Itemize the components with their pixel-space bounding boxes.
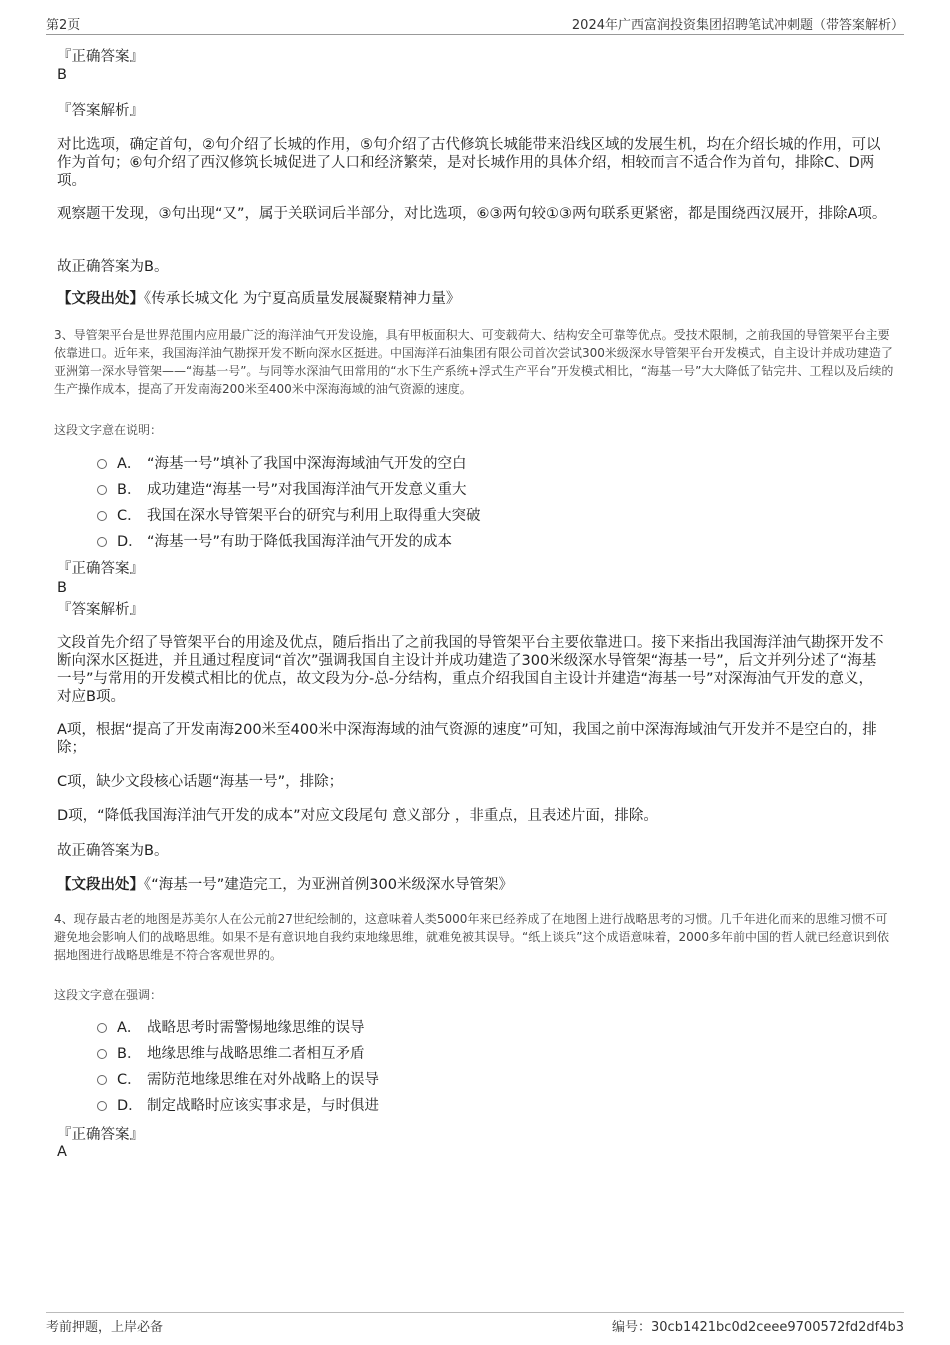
q3-option-c[interactable]	[97, 507, 481, 525]
option-text: 地缘思维与战略思维二者相互矛盾	[147, 1046, 365, 1062]
option-letter: D．	[117, 534, 143, 550]
q4-option-d[interactable]	[97, 1097, 379, 1115]
q3-analysis-paragraph: 故正确答案为B。	[57, 843, 169, 859]
page-header	[46, 14, 904, 35]
radio-button-icon[interactable]	[97, 1075, 107, 1085]
option-text: “海基一号”有助于降低我国海洋油气开发的成本	[147, 534, 453, 550]
q4-prompt: 这段文字意在强调：	[54, 988, 163, 1002]
radio-button-icon[interactable]	[97, 1049, 107, 1059]
option-text: “海基一号”填补了我国中深海海域油气开发的空白	[147, 456, 467, 472]
radio-button-icon[interactable]	[97, 511, 107, 521]
radio-button-icon[interactable]	[97, 1023, 107, 1033]
page-footer	[46, 1312, 904, 1339]
q2-source	[57, 290, 887, 308]
option-letter: C．	[117, 508, 142, 524]
q3-answer: B	[57, 580, 67, 596]
q4-option-b[interactable]	[97, 1045, 365, 1063]
q2-analysis-paragraph: 对比选项，确定首句，②句介绍了长城的作用，⑤句介绍了古代修筑长城能带来沿线区域的发展生机，均在介绍长城的作用，可以作为首句；⑥句介绍了西汉修筑长城促进了人口和经济繁荣，是对长城作用的具体介绍，相较而言不适合作为首句，排除C、D两项。	[57, 137, 881, 189]
option-letter: A．	[117, 1020, 142, 1036]
page-number: 第2页	[46, 18, 81, 33]
radio-button-icon[interactable]	[97, 485, 107, 495]
radio-button-icon[interactable]	[97, 537, 107, 547]
q3-option-a[interactable]	[97, 455, 467, 473]
q2-answer: B	[57, 67, 67, 83]
q2-analysis-paragraph: 故正确答案为B。	[57, 259, 169, 275]
option-text: 我国在深水导管架平台的研究与利用上取得重大突破	[147, 508, 481, 524]
option-letter: D．	[117, 1098, 143, 1114]
radio-button-icon[interactable]	[97, 1101, 107, 1111]
option-text: 需防范地缘思维在对外战略上的误导	[147, 1072, 379, 1088]
footer-motto: 考前押题，上岸必备	[46, 1320, 164, 1335]
q3-option-b[interactable]	[97, 481, 467, 499]
q3-analysis-label: 『答案解析』	[57, 602, 144, 618]
q4-option-a[interactable]	[97, 1019, 365, 1037]
q2-source-label: 【文段出处】	[57, 291, 144, 307]
q3-source-title: 《“海基一号”建造完工，为亚洲首例300米级深水导管架》	[144, 877, 513, 893]
q2-analysis-paragraph: 观察题干发现，③句出现“又”，属于关联词后半部分，对比选项，⑥③两句较①③两句联系更紧密，都是围绕西汉展开，排除A项。	[57, 206, 887, 222]
option-text: 战略思考时需警惕地缘思维的误导	[147, 1020, 365, 1036]
q3-analysis-paragraph: D项，“降低我国海洋油气开发的成本”对应文段尾句 意义部分 ，非重点，且表述片面，排除。	[57, 808, 658, 824]
option-letter: B．	[117, 1046, 142, 1062]
q3-prompt: 这段文字意在说明：	[54, 423, 163, 437]
q3-option-d[interactable]	[97, 533, 452, 551]
option-text: 制定战略时应该实事求是，与时俱进	[147, 1098, 379, 1114]
q2-analysis-label: 『答案解析』	[57, 103, 144, 119]
q4-stem: 4、现存最古老的地图是苏美尔人在公元前27世纪绘制的，这意味着人类5000年来已经养成了在地图上进行战略思考的习惯。几千年进化而来的思维习惯不可避免地会影响人们的战略思维。如果不是有意识地自我约束地缘思维，就难免被其误导。“纸上谈兵”这个成语意味着，2000多年前中国的哲人就已经意识到依据地图进行战略思维是不符合客观世界的。	[54, 912, 889, 962]
option-letter: B．	[117, 482, 142, 498]
q4-option-c[interactable]	[97, 1071, 379, 1089]
option-text: 成功建造“海基一号”对我国海洋油气开发意义重大	[147, 482, 467, 498]
q4-answer: A	[57, 1144, 67, 1160]
q4-answer-label: 『正确答案』	[57, 1127, 144, 1143]
q3-stem: 3、导管架平台是世界范围内应用最广泛的海洋油气开发设施，具有甲板面积大、可变载荷大、结构安全可靠等优点。受技术限制，之前我国的导管架平台主要依靠进口。近年来，我国海洋油气勘探开发不断向深水区挺进。中国海洋石油集团有限公司首次尝试300米级深水导管架平台开发模式，自主设计并成功建造了亚洲第一深水导管架——“海基一号”。与同等水深油气田常用的“水下生产系统+浮式生产平台”开发模式相比，“海基一号”大大降低了钻完井、工程以及后续的生产操作成本，提高了开发南海200米至400米中深海海域的油气资源的速度。	[54, 328, 894, 396]
radio-button-icon[interactable]	[97, 459, 107, 469]
q3-analysis-paragraph: C项，缺少文段核心话题“海基一号”，排除；	[57, 774, 344, 790]
q3-source-label: 【文段出处】	[57, 877, 144, 893]
document-title: 2024年广西富润投资集团招聘笔试冲刺题（带答案解析）	[571, 18, 904, 33]
q3-source	[57, 876, 887, 894]
document-code: 编号：30cb1421bc0d2ceee9700572fd2df4b3	[612, 1320, 904, 1335]
q3-analysis-paragraph: A项，根据“提高了开发南海200米至400米中深海海域的油气资源的速度”可知，我国之前中深海海域油气开发并不是空白的，排除；	[57, 722, 877, 756]
option-letter: A．	[117, 456, 142, 472]
q3-answer-label: 『正确答案』	[57, 561, 144, 577]
q3-analysis-paragraph: 文段首先介绍了导管架平台的用途及优点，随后指出了之前我国的导管架平台主要依靠进口。接下来指出我国海洋油气勘探开发不断向深水区挺进，并且通过程度词“首次”强调我国自主设计并成功建造了300米级深水导管架“海基一号”，后文并列分述了“海基一号”与常用的开发模式相比的优点，故文段为分-总-分结构，重点介绍我国自主设计并建造“海基一号”对深海油气开发的意义，对应B项。	[57, 635, 884, 705]
q2-answer-label: 『正确答案』	[57, 49, 144, 65]
q2-source-title: 《传承长城文化 为宁夏高质量发展凝聚精神力量》	[144, 291, 461, 307]
option-letter: C．	[117, 1072, 142, 1088]
